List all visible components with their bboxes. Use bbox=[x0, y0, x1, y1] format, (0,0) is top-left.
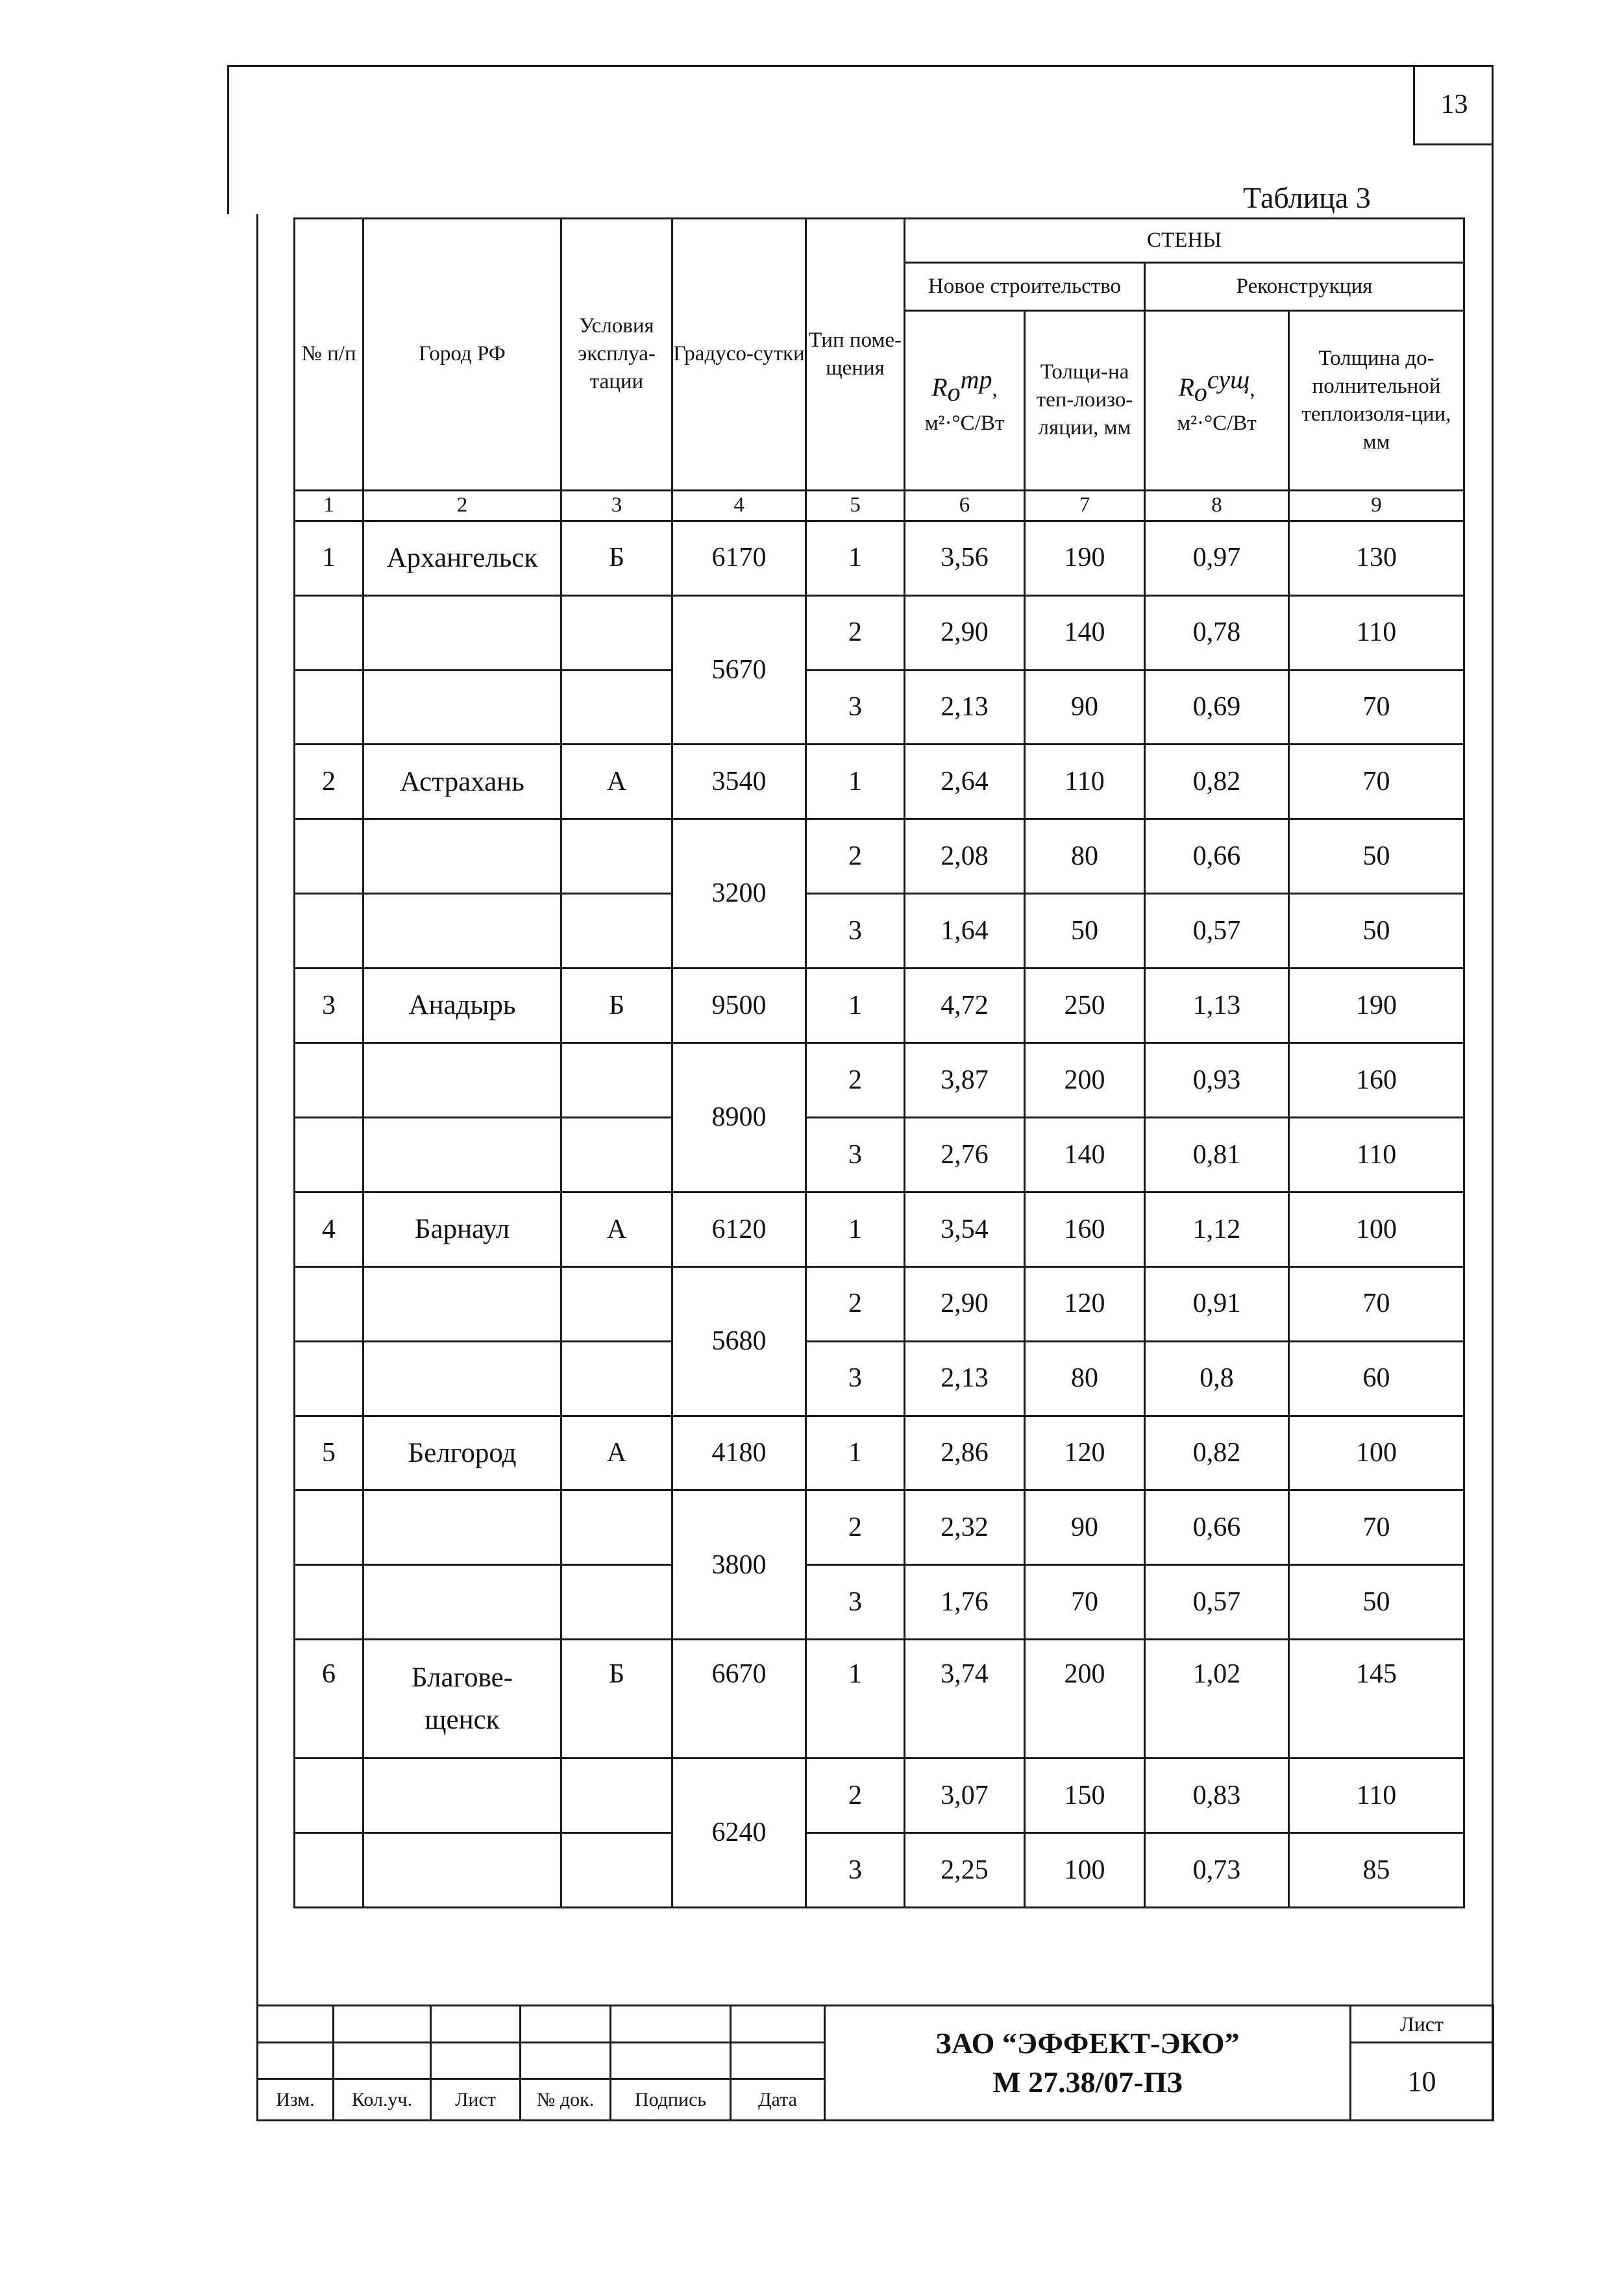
row-thickness-new: 80 bbox=[1025, 819, 1145, 894]
row-degree-days: 8900 bbox=[672, 1043, 806, 1192]
sheet-number: 10 bbox=[1351, 2043, 1494, 2121]
walls-table bbox=[293, 217, 1465, 1908]
row-r-required: 2,86 bbox=[905, 1416, 1025, 1490]
row-room-type: 2 bbox=[806, 1266, 905, 1341]
header-new-construction: Новое строительство bbox=[905, 262, 1145, 310]
row-r-existing: 0,82 bbox=[1145, 745, 1289, 819]
row-room-type: 3 bbox=[806, 1341, 905, 1416]
row-thickness-new: 200 bbox=[1025, 1043, 1145, 1118]
row-r-existing: 0,8 bbox=[1145, 1341, 1289, 1416]
table-row bbox=[295, 1416, 1464, 1490]
row-r-existing: 0,78 bbox=[1145, 595, 1289, 670]
table-row bbox=[295, 1192, 1464, 1266]
row-thickness-new: 190 bbox=[1025, 521, 1145, 595]
row-thickness-new: 80 bbox=[1025, 1341, 1145, 1416]
row-no: 2 bbox=[295, 745, 363, 819]
row-r-required: 2,64 bbox=[905, 745, 1025, 819]
table-row bbox=[295, 595, 1464, 670]
row-r-required: 2,90 bbox=[905, 595, 1025, 670]
row-r-existing: 0,82 bbox=[1145, 1416, 1289, 1490]
row-conditions: А bbox=[561, 745, 672, 819]
column-number: 8 bbox=[1145, 490, 1289, 521]
row-thickness-additional: 130 bbox=[1289, 521, 1464, 595]
frame-top-line bbox=[227, 65, 1493, 67]
row-r-required: 2,76 bbox=[905, 1117, 1025, 1192]
row-room-type: 3 bbox=[806, 1565, 905, 1640]
row-city: Благове-щенск bbox=[363, 1640, 561, 1758]
row-thickness-additional: 145 bbox=[1289, 1640, 1464, 1758]
row-thickness-additional: 50 bbox=[1289, 819, 1464, 894]
table-row bbox=[295, 1758, 1464, 1832]
row-thickness-new: 120 bbox=[1025, 1266, 1145, 1341]
row-room-type: 2 bbox=[806, 595, 905, 670]
table-caption: Таблица 3 bbox=[1243, 181, 1371, 214]
row-degree-days: 6120 bbox=[672, 1192, 806, 1266]
row-r-existing: 0,91 bbox=[1145, 1266, 1289, 1341]
row-conditions: Б bbox=[561, 521, 672, 595]
row-city: Анадырь bbox=[363, 968, 561, 1043]
header-thickness-additional: Толщина до-полнительной теплоизоля-ции, мм bbox=[1289, 310, 1464, 490]
row-r-required: 4,72 bbox=[905, 968, 1025, 1043]
table-row bbox=[295, 968, 1464, 1043]
stamp-label-date: Дата bbox=[731, 2079, 825, 2121]
table-row bbox=[295, 745, 1464, 819]
row-r-required: 3,54 bbox=[905, 1192, 1025, 1266]
row-room-type: 1 bbox=[806, 1192, 905, 1266]
row-city: Астрахань bbox=[363, 745, 561, 819]
row-no: 4 bbox=[295, 1192, 363, 1266]
row-room-type: 3 bbox=[806, 894, 905, 968]
row-room-type: 3 bbox=[806, 1832, 905, 1907]
row-no: 5 bbox=[295, 1416, 363, 1490]
row-r-existing: 0,66 bbox=[1145, 819, 1289, 894]
row-degree-days: 3800 bbox=[672, 1490, 806, 1640]
row-thickness-additional: 70 bbox=[1289, 1490, 1464, 1565]
column-number: 6 bbox=[905, 490, 1025, 521]
row-room-type: 2 bbox=[806, 1758, 905, 1832]
row-room-type: 1 bbox=[806, 521, 905, 595]
row-r-existing: 0,83 bbox=[1145, 1758, 1289, 1832]
row-degree-days: 6670 bbox=[672, 1640, 806, 1758]
row-city: Архангельск bbox=[363, 521, 561, 595]
row-r-required: 2,08 bbox=[905, 819, 1025, 894]
frame-right-line bbox=[1492, 65, 1494, 2119]
document-code: М 27.38/07-ПЗ bbox=[992, 2066, 1183, 2099]
row-no: 3 bbox=[295, 968, 363, 1043]
table-row bbox=[295, 894, 1464, 968]
row-r-required: 2,32 bbox=[905, 1490, 1025, 1565]
row-r-existing: 0,73 bbox=[1145, 1832, 1289, 1907]
row-r-existing: 0,69 bbox=[1145, 670, 1289, 745]
row-r-required: 1,76 bbox=[905, 1565, 1025, 1640]
title-block bbox=[256, 2005, 1494, 2121]
row-degree-days: 6170 bbox=[672, 521, 806, 595]
row-thickness-new: 250 bbox=[1025, 968, 1145, 1043]
row-thickness-new: 200 bbox=[1025, 1640, 1145, 1758]
table-row bbox=[295, 670, 1464, 745]
row-r-existing: 0,97 bbox=[1145, 521, 1289, 595]
header-no: № п/п bbox=[295, 219, 363, 491]
row-degree-days: 5670 bbox=[672, 595, 806, 745]
row-degree-days: 5680 bbox=[672, 1266, 806, 1416]
frame-left-line bbox=[256, 214, 258, 2119]
row-thickness-new: 160 bbox=[1025, 1192, 1145, 1266]
row-thickness-additional: 100 bbox=[1289, 1416, 1464, 1490]
row-r-existing: 1,02 bbox=[1145, 1640, 1289, 1758]
row-r-existing: 1,13 bbox=[1145, 968, 1289, 1043]
row-thickness-additional: 70 bbox=[1289, 670, 1464, 745]
row-thickness-additional: 190 bbox=[1289, 968, 1464, 1043]
header-room-type: Тип поме-щения bbox=[806, 219, 905, 491]
organization-name: ЗАО “ЭФФЕКТ-ЭКО” bbox=[935, 2027, 1240, 2060]
row-r-existing: 0,81 bbox=[1145, 1117, 1289, 1192]
row-thickness-new: 70 bbox=[1025, 1565, 1145, 1640]
table-row bbox=[295, 1117, 1464, 1192]
row-conditions: А bbox=[561, 1416, 672, 1490]
row-room-type: 2 bbox=[806, 819, 905, 894]
header-r-required: $R_o^{тр}$, м²·°С/Вт bbox=[905, 310, 1025, 490]
row-thickness-additional: 50 bbox=[1289, 894, 1464, 968]
row-degree-days: 4180 bbox=[672, 1416, 806, 1490]
header-city: Город РФ bbox=[363, 219, 561, 491]
stamp-label-doc-number: № док. bbox=[521, 2079, 611, 2121]
table-row bbox=[295, 1266, 1464, 1341]
row-degree-days: 3200 bbox=[672, 819, 806, 968]
header-r-existing: $R_o^{сущ}$, м²·°С/Вт bbox=[1145, 310, 1289, 490]
row-thickness-new: 110 bbox=[1025, 745, 1145, 819]
stamp-label-change: Изм. bbox=[258, 2079, 334, 2121]
row-room-type: 1 bbox=[806, 1416, 905, 1490]
row-r-existing: 0,57 bbox=[1145, 1565, 1289, 1640]
column-numbers-row bbox=[295, 490, 1464, 521]
table-row bbox=[295, 1832, 1464, 1907]
row-room-type: 3 bbox=[806, 670, 905, 745]
column-number: 3 bbox=[561, 490, 672, 521]
header-conditions: Условия эксплуа-тации bbox=[561, 219, 672, 491]
row-r-required: 3,87 bbox=[905, 1043, 1025, 1118]
row-conditions: Б bbox=[561, 968, 672, 1043]
row-room-type: 1 bbox=[806, 1640, 905, 1758]
row-r-required: 1,64 bbox=[905, 894, 1025, 968]
row-thickness-new: 150 bbox=[1025, 1758, 1145, 1832]
row-r-existing: 0,57 bbox=[1145, 894, 1289, 968]
column-number: 7 bbox=[1025, 490, 1145, 521]
header-reconstruction: Реконструкция bbox=[1145, 262, 1464, 310]
row-room-type: 1 bbox=[806, 745, 905, 819]
column-number: 4 bbox=[672, 490, 806, 521]
column-number: 1 bbox=[295, 490, 363, 521]
row-r-required: 2,90 bbox=[905, 1266, 1025, 1341]
row-r-existing: 0,93 bbox=[1145, 1043, 1289, 1118]
row-thickness-new: 90 bbox=[1025, 670, 1145, 745]
row-thickness-additional: 160 bbox=[1289, 1043, 1464, 1118]
row-r-required: 3,07 bbox=[905, 1758, 1025, 1832]
row-no: 1 bbox=[295, 521, 363, 595]
stamp-label-sheet: Лист bbox=[431, 2079, 521, 2121]
row-thickness-new: 140 bbox=[1025, 595, 1145, 670]
row-degree-days: 9500 bbox=[672, 968, 806, 1043]
row-thickness-additional: 50 bbox=[1289, 1565, 1464, 1640]
row-thickness-new: 120 bbox=[1025, 1416, 1145, 1490]
header-thickness-new: Толщи-на теп-лоизо-ляции, мм bbox=[1025, 310, 1145, 490]
row-room-type: 1 bbox=[806, 968, 905, 1043]
column-number: 2 bbox=[363, 490, 561, 521]
row-city: Барнаул bbox=[363, 1192, 561, 1266]
row-thickness-additional: 110 bbox=[1289, 1758, 1464, 1832]
row-thickness-additional: 100 bbox=[1289, 1192, 1464, 1266]
header-degree-days: Градусо-сутки bbox=[672, 219, 806, 491]
row-r-required: 2,13 bbox=[905, 670, 1025, 745]
row-r-existing: 1,12 bbox=[1145, 1192, 1289, 1266]
row-thickness-new: 90 bbox=[1025, 1490, 1145, 1565]
row-r-existing: 0,66 bbox=[1145, 1490, 1289, 1565]
sheet-label: Лист bbox=[1351, 2006, 1494, 2043]
page-corner-number: 13 bbox=[1413, 65, 1494, 145]
table-row bbox=[295, 1640, 1464, 1758]
row-thickness-additional: 110 bbox=[1289, 595, 1464, 670]
stamp-label-signature: Подпись bbox=[611, 2079, 731, 2121]
row-thickness-additional: 85 bbox=[1289, 1832, 1464, 1907]
row-degree-days: 6240 bbox=[672, 1758, 806, 1907]
table-row bbox=[295, 1043, 1464, 1118]
row-thickness-new: 140 bbox=[1025, 1117, 1145, 1192]
row-r-required: 2,13 bbox=[905, 1341, 1025, 1416]
table-row bbox=[295, 1341, 1464, 1416]
row-conditions: А bbox=[561, 1192, 672, 1266]
row-thickness-new: 100 bbox=[1025, 1832, 1145, 1907]
row-r-required: 2,25 bbox=[905, 1832, 1025, 1907]
table-row bbox=[295, 1490, 1464, 1565]
row-room-type: 3 bbox=[806, 1117, 905, 1192]
row-no: 6 bbox=[295, 1640, 363, 1758]
header-walls: СТЕНЫ bbox=[905, 219, 1464, 263]
row-thickness-additional: 110 bbox=[1289, 1117, 1464, 1192]
stamp-label-count: Кол.уч. bbox=[334, 2079, 431, 2121]
row-r-required: 3,56 bbox=[905, 521, 1025, 595]
row-conditions: Б bbox=[561, 1640, 672, 1758]
frame-left-line-upper bbox=[227, 65, 229, 214]
row-thickness-additional: 60 bbox=[1289, 1341, 1464, 1416]
row-city: Белгород bbox=[363, 1416, 561, 1490]
column-number: 9 bbox=[1289, 490, 1464, 521]
table-row bbox=[295, 819, 1464, 894]
row-thickness-additional: 70 bbox=[1289, 745, 1464, 819]
row-room-type: 2 bbox=[806, 1043, 905, 1118]
column-number: 5 bbox=[806, 490, 905, 521]
row-thickness-additional: 70 bbox=[1289, 1266, 1464, 1341]
table-row bbox=[295, 521, 1464, 595]
row-r-required: 3,74 bbox=[905, 1640, 1025, 1758]
row-room-type: 2 bbox=[806, 1490, 905, 1565]
row-thickness-new: 50 bbox=[1025, 894, 1145, 968]
organization-block bbox=[825, 2006, 1351, 2121]
row-degree-days: 3540 bbox=[672, 745, 806, 819]
table-row bbox=[295, 1565, 1464, 1640]
